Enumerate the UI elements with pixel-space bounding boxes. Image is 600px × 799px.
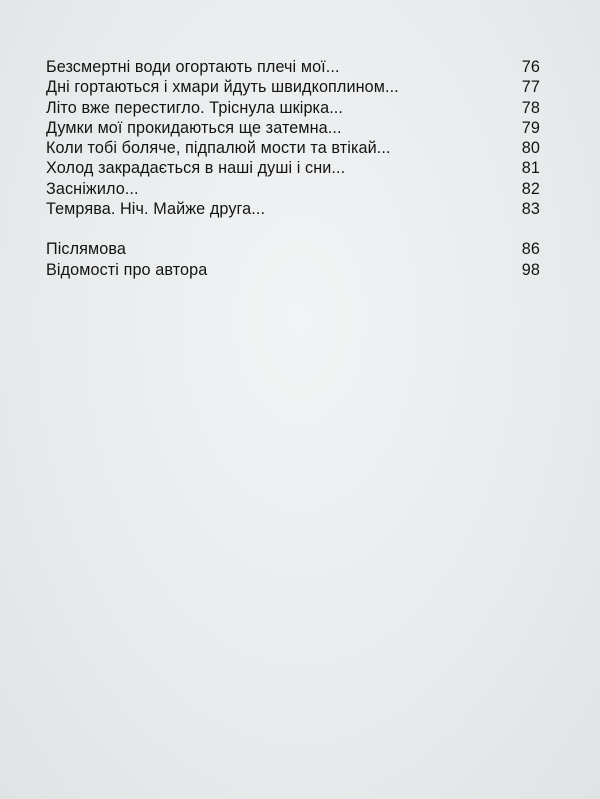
toc-spacer xyxy=(46,219,540,239)
toc-entry xyxy=(46,138,540,158)
toc-entry xyxy=(46,179,540,199)
toc-entry xyxy=(46,199,540,219)
toc-entry-title: Відомості про автора xyxy=(46,260,208,279)
toc-entry xyxy=(46,77,540,97)
toc-entry-page: 78 xyxy=(521,98,540,117)
toc-appendix-entry xyxy=(46,260,540,280)
table-of-contents xyxy=(46,57,540,280)
toc-entry xyxy=(46,57,540,77)
toc-entry-page: 86 xyxy=(521,240,540,259)
toc-entry-page: 82 xyxy=(521,179,540,198)
toc-entry-title: Коли тобі боляче, підпалюй мости та втікай... xyxy=(46,139,391,158)
toc-entry-title: Холод закрадається в наші душі і сни... xyxy=(46,159,346,178)
toc-entry xyxy=(46,118,540,138)
toc-entry-page: 79 xyxy=(521,118,540,137)
toc-entry-title: Думки мої прокидаються ще затемна... xyxy=(46,118,342,137)
toc-entry-page: 83 xyxy=(521,200,540,219)
toc-entry-title: Літо вже перестигло. Тріснула шкірка... xyxy=(46,98,343,117)
toc-entry-page: 81 xyxy=(521,159,540,178)
toc-entry-title: Післямова xyxy=(46,240,126,259)
toc-entry-page: 80 xyxy=(521,139,540,158)
toc-entry-title: Безсмертні води огортають плечі мої... xyxy=(46,58,340,76)
toc-entry-title: Темрява. Ніч. Майже друга... xyxy=(46,200,266,219)
toc-entry-page: 98 xyxy=(521,260,540,279)
toc-entry-page: 76 xyxy=(521,58,540,76)
toc-entry-title: Дні гортаються і хмари йдуть швидкоплином... xyxy=(46,78,399,97)
toc-appendix-entry xyxy=(46,239,540,259)
toc-entry xyxy=(46,98,540,118)
toc-entry-title: Засніжило... xyxy=(46,179,139,198)
toc-entry-page: 77 xyxy=(521,78,540,97)
toc-entry xyxy=(46,158,540,178)
